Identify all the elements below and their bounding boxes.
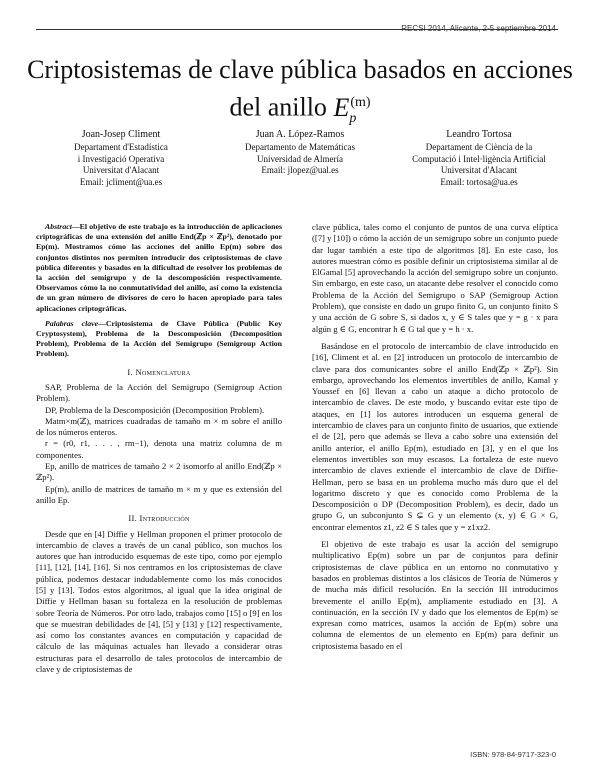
- conference-header: RECSI 2014, Alicante, 2-5 septiembre 2014: [401, 24, 556, 33]
- author-name: Leandro Tortosa: [446, 129, 512, 140]
- keywords: [36, 319, 282, 360]
- paper-title-line1: Criptosistemas de clave pública basados en acciones: [27, 55, 573, 84]
- body-paragraph: clave pública, tales como el conjunto de puntos de una curva elíptica ([7] y [10]) o cómo la acción de un semigrupo sobre un conjunto puede dar lugar también a este tipo de algoritmos [8]. En este caso, los autores muestran cómo es posible definir un criptosistema similar al de ElGamal [5] aprovechando la acción del semigrupo sobre un conjunto. Sin embargo, en este caso, un atacante debe resolver el conocido como Problema de la Acción del Semigrupo o SAP (Semigroup Action Problem), que consiste en dado un grupo finito G, un conjunto finito S y una acción de G sobre S, si dados x, y ∈ S tales que y = g · x para algún g ∈ G, encontrar h ∈ G tal que y = h · x.: [312, 222, 558, 334]
- left-column: [36, 222, 282, 675]
- affiliation-line: Computació i Intel·ligència Artificial: [412, 153, 546, 164]
- author-email: Email: jcliment@ua.es: [79, 176, 163, 187]
- affiliation-line: Universitat d'Alacant: [82, 165, 160, 175]
- author-email: Email: tortosa@ua.es: [440, 176, 518, 187]
- title-math: $E_p^{(m)}$: [333, 92, 371, 126]
- nomenclature-item: r = (r0, r1, . . . , rm−1), denota una matriz columna de m componentes.: [36, 438, 282, 460]
- title-text: del anillo: [229, 92, 334, 122]
- nomenclature-item: Matm×m(ℤ), matrices cuadradas de tamaño m × m sobre el anillo de los números enteros.: [36, 415, 282, 438]
- section-heading-1: I. Nomenclatura: [127, 366, 191, 377]
- section-heading-2: II. Introducción: [128, 513, 190, 524]
- keywords-label: Palabras clave: [45, 318, 99, 328]
- author-3: [394, 129, 564, 188]
- affiliation-line: Departament de Ciència de la: [425, 142, 533, 152]
- nomenclature-item: SAP, Problema de la Acción del Semigrupo (Semigroup Action Problem).: [36, 381, 282, 404]
- affiliation-line: Universitat d'Alacant: [440, 165, 518, 175]
- body-paragraph: Basándose en el protocolo de intercambio de clave introducido en [16], Climent et al. en [2] introducen un protocolo de intercambio de clave para dos comunicantes sobre el anillo End(ℤp × ℤp²). Sin embargo, aprovechando los elementos invertibles de anillo, Kamal y Youssef en [6] llevan a cabo un ataque a dicho protocolo de intercambio de claves. De este modo, y buscando evitar este tipo de ataques, en [1] los autores introducen un esquema general de intercambio de claves para un conjunto finito de usuarios, que extiende el de [2], pero que además se lleva a cabo sobre una extensión del anillo anterior, el anillo Ep(m), estudiado en [3], y en el que los elementos invertibles son muy escasos. La fortaleza de este nuevo intercambio de claves extiende el intercambio de clave de Diffie-Hellman, pero se basa en un problema mucho más duro que el del logaritmo discreto y que es conocido como Problema de la Descomposición o DP (Decomposition Problem), es decir, dado un grupo G, un subconjunto S ⊊ G y un elemento (x, y) ∈ G × G, encontrar elementos z1, z2 ∈ S tales que y = z1xz2.: [312, 340, 558, 532]
- abstract-text: —El objetivo de este trabajo es la introducción de aplicaciones criptográficas de una extensión del anillo End(ℤp × ℤp²), denotado por Ep(m). Mostramos cómo las acciones del anillo Ep(m) sobre dos conjuntos distintos nos permiten introducir dos criptosistemas de clave pública diferentes y basados en la dificultad de resolver los problemas de la acción del semigrupo y de la descomposición respectivamente. Observamos cómo la no conmutatividad del anillo, así como la existencia de un gran número de divisores de cero lo hacen apropiado para tales aplicaciones criptográficas.: [36, 222, 282, 313]
- intro-paragraph: Desde que en [4] Diffie y Hellman proponen el primer protocolo de intercambio de claves a través de un canal público, son muchos los autores que han introducido esquemas de este tipo, como por ejemplo [11], [12], [14], [16]. Si nos centramos en los criptosistemas de clave pública, podemos destacar indudablemente como los más conocidos [5] y [13]. Todos estos algoritmos, al igual que la idea original de Diffie y Hellman basan su fortaleza en la resolución de problemas sobre Teoría de Números. Por otro lado, trabajos como [15] o [9] en los que se muestran debilidades de [4], [5] y [13] y [12] respectivamente, así como los constantes avances en computación y capacidad de cálculo de las máquinas actuales han llevado a considerar otras estructuras para el desarrollo de tales protocolos de intercambio de clave y de criptosistemas de: [36, 528, 282, 675]
- nomenclature-item: Ep, anillo de matrices de tamaño 2 × 2 isomorfo al anillo End(ℤp × ℤp²).: [36, 461, 282, 483]
- author-block: [36, 129, 564, 188]
- body-paragraph: El objetivo de este trabajo es usar la acción del semigrupo multiplicativo Ep(m) sobre un par de conjuntos para definir criptosistemas de clave pública en un entorno no conmutativo y basados en problemas distintos a los clásicos de Teoría de Números y de mucha más difícil resolución. En la sección III introducimos brevemente el anillo Ep(m), ampliamente estudiado en [3]. A continuación, en la sección IV y dado que los elementos de Ep(m) se expresan como matrices, usamos la acción de Ep(m) sobre una columna de elementos de un elemento en Ep(m) para definir un criptosistema basado en el: [312, 539, 558, 651]
- right-column: [312, 222, 558, 652]
- isbn-footer: ISBN: 978-84-9717-323-0: [470, 750, 556, 759]
- nomenclature-item: Ep(m), anillo de matrices de tamaño m × m y que es extensión del anillo Ep.: [36, 483, 282, 505]
- author-2: [215, 129, 385, 188]
- abstract: [36, 222, 282, 314]
- author-name: Joan-Josep Climent: [81, 129, 161, 140]
- affiliation-line: Departament d'Estadística: [74, 142, 168, 152]
- author-name: Juan A. López-Ramos: [255, 129, 345, 140]
- affiliation-line: Universidad de Almería: [257, 153, 343, 164]
- keywords-text: —Criptosistema de Clave Pública (Public Key Cryptosystem), Problema de la Descomposición (Decomposition Problem), Problema de la Acción del Semigrupo (Semigroup Action Problem).: [36, 318, 282, 359]
- affiliation-line: i Investigació Operativa: [77, 153, 165, 164]
- author-1: [36, 129, 206, 188]
- affiliation-line: Departamento de Matemáticas: [245, 142, 355, 152]
- paper-title-line2: [20, 88, 580, 134]
- author-email: Email: jlopez@ual.es: [261, 165, 339, 175]
- nomenclature-item: DP, Problema de la Descomposición (Decomposition Problem).: [45, 404, 265, 415]
- abstract-label: Abstract: [45, 222, 72, 231]
